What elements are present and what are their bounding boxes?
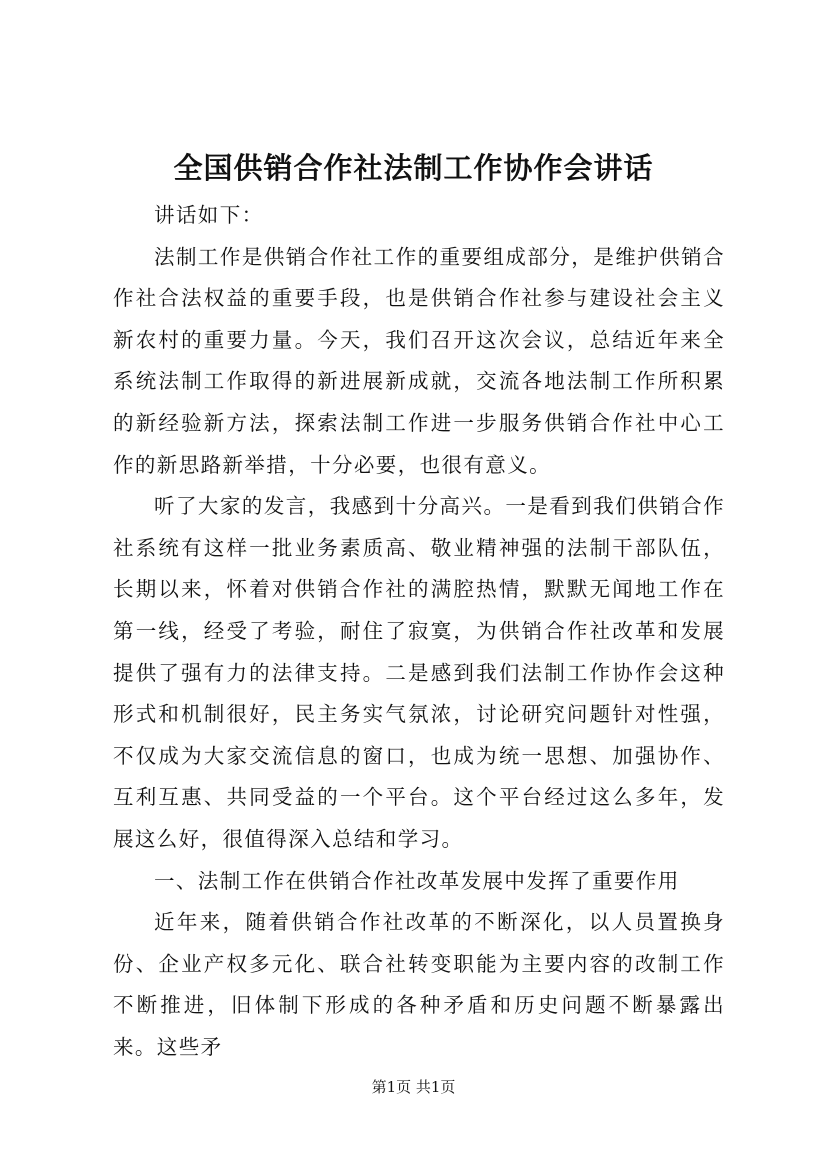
paragraph-3: 近年来，随着供销合作社改革的不断深化，以人员置换身份、企业产权多元化、联合社转变职能为主要内容的改制工作不断推进，旧体制下形成的各种矛盾和历史问题不断暴露出来。这些矛 [113,910,725,1059]
document-body [113,195,725,1068]
paragraph-1: 法制工作是供销合作社工作的重要组成部分，是维护供销合作社合法权益的重要手段，也是供销合作社参与建设社会主义新农村的重要力量。今天，我们召开这次会议，总结近年来全系统法制工作取得的新进展新成就，交流各地法制工作所积累的新经验新方法，探索法制工作进一步服务供销合作社中心工作的新思路新举措，十分必要，也很有意义。 [113,244,725,477]
document-title: 全国供销合作社法制工作协作会讲话 [173,151,654,185]
paragraph-intro: 讲话如下： [154,203,264,227]
page-footer: 第1页 共1页 [371,1078,456,1096]
paragraph-2: 听了大家的发言，我感到十分高兴。一是看到我们供销合作社系统有这样一批业务素质高、敬业精神强的法制干部队伍，长期以来，怀着对供销合作社的满腔热情，默默无闻地工作在第一线，经受了考验，耐住了寂寞，为供销合作社改革和发展提供了强有力的法律支持。二是感到我们法制工作协作会这种形式和机制很好，民主务实气氛浓，讨论研究问题针对性强，不仅成为大家交流信息的窗口，也成为统一思想、加强协作、互利互惠、共同受益的一个平台。这个平台经过这么多年，发展这么好，很值得深入总结和学习。 [113,494,725,851]
section-heading-1: 一、法制工作在供销合作社改革发展中发挥了重要作用 [154,868,680,893]
